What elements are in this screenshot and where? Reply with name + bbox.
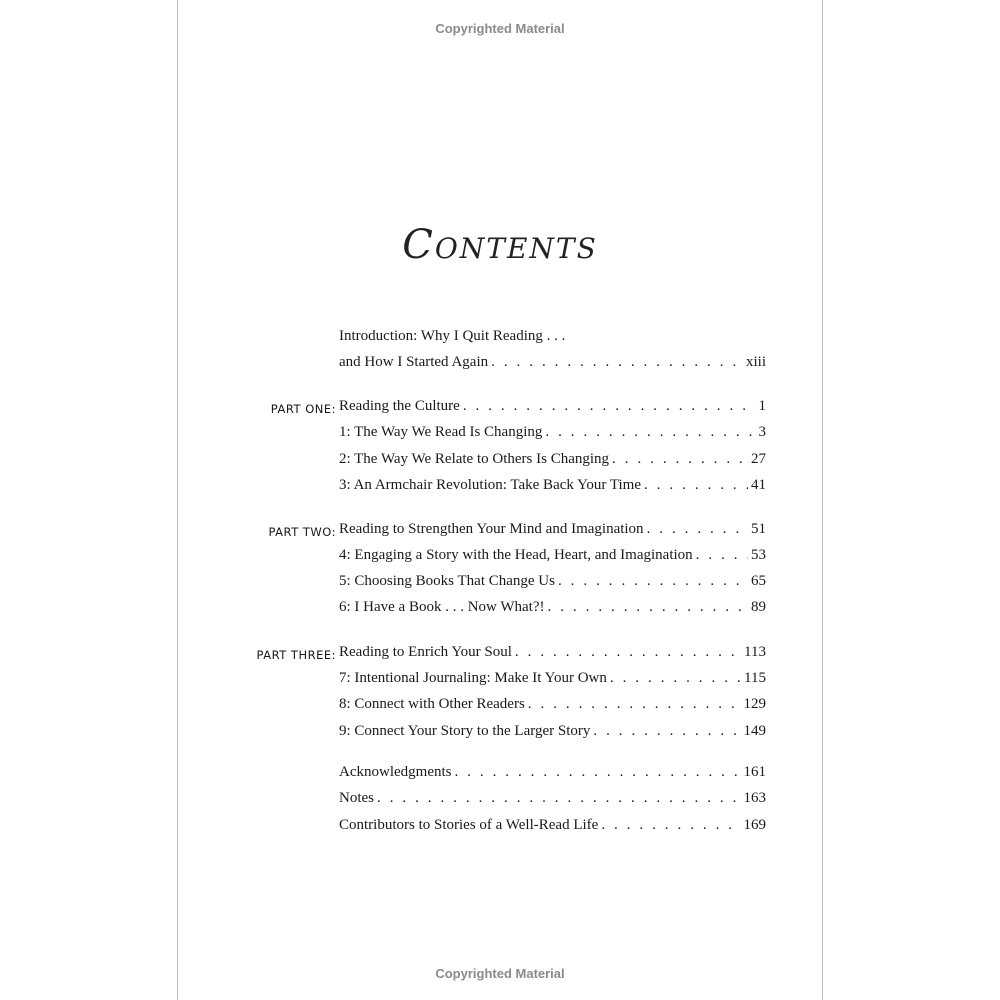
table-of-contents <box>178 0 822 1000</box>
toc-part-entry[interactable] <box>339 398 766 420</box>
dot-leader <box>644 477 748 494</box>
toc-entry-text: 5: Choosing Books That Change Us <box>339 573 555 589</box>
toc-chapter-entry[interactable] <box>339 670 766 692</box>
toc-part-entry[interactable] <box>339 521 766 543</box>
toc-entry-text: 7: Intentional Journaling: Make It Your Own <box>339 670 607 686</box>
toc-entry-text: 8: Connect with Other Readers <box>339 696 525 712</box>
dot-leader <box>548 599 748 616</box>
toc-chapter-entry[interactable] <box>339 599 766 621</box>
toc-page-number: 51 <box>751 521 766 537</box>
dot-leader <box>696 547 748 564</box>
toc-backmatter-entry[interactable] <box>339 817 766 839</box>
toc-page-number: 163 <box>743 790 766 806</box>
dot-leader <box>593 723 740 740</box>
toc-entry-text: Contributors to Stories of a Well-Read Life <box>339 817 599 833</box>
toc-entry-text: 9: Connect Your Story to the Larger Story <box>339 723 591 739</box>
toc-page-number: 41 <box>751 477 766 493</box>
dot-leader <box>463 398 756 415</box>
page-title: Contents <box>402 222 598 268</box>
toc-page-number: 169 <box>743 817 766 833</box>
toc-part-entry[interactable] <box>339 644 766 666</box>
toc-backmatter-entry[interactable] <box>339 790 766 812</box>
dot-leader <box>377 790 741 807</box>
toc-page-number: 149 <box>743 723 766 739</box>
toc-entry-text: and How I Started Again <box>339 354 489 370</box>
book-page <box>177 0 823 1000</box>
part-label: PART ONE: <box>270 402 336 416</box>
toc-page-number: 65 <box>751 573 766 589</box>
toc-entry-text: Acknowledgments <box>339 764 452 780</box>
toc-page-number: xiii <box>745 354 766 370</box>
toc-chapter-entry[interactable] <box>339 573 766 595</box>
copyright-header: Copyrighted Material <box>435 21 565 36</box>
toc-page-number: 1 <box>758 398 766 414</box>
dot-leader <box>558 573 748 590</box>
dot-leader <box>454 764 740 781</box>
dot-leader <box>647 521 748 538</box>
toc-entry-text: Notes <box>339 790 374 806</box>
toc-page-number: 115 <box>744 670 766 686</box>
dot-leader <box>545 424 755 441</box>
toc-entry-text: 4: Engaging a Story with the Head, Heart, and Imagination <box>339 547 693 563</box>
toc-backmatter-entry[interactable] <box>339 764 766 786</box>
part-label: PART THREE: <box>256 648 336 662</box>
toc-chapter-entry[interactable] <box>339 547 766 569</box>
toc-intro-line-2[interactable] <box>339 354 766 376</box>
dot-leader <box>610 670 741 687</box>
toc-entry-text: 6: I Have a Book . . . Now What?! <box>339 599 545 615</box>
copyright-footer: Copyrighted Material <box>435 966 565 981</box>
toc-page-number: 113 <box>744 644 766 660</box>
toc-entry-text: Reading to Strengthen Your Mind and Imagination <box>339 521 644 537</box>
toc-chapter-entry[interactable] <box>339 723 766 745</box>
toc-page-number: 89 <box>751 599 766 615</box>
toc-page-number: 53 <box>751 547 766 563</box>
toc-page-number: 161 <box>743 764 766 780</box>
toc-entry-text: Reading to Enrich Your Soul <box>339 644 512 660</box>
toc-chapter-entry[interactable] <box>339 477 766 499</box>
toc-page-number: 3 <box>758 424 766 440</box>
toc-entry-text: 2: The Way We Relate to Others Is Changing <box>339 451 610 467</box>
toc-entry-text: 1: The Way We Read Is Changing <box>339 424 543 440</box>
toc-entry-text: Introduction: Why I Quit Reading . . . <box>339 328 566 344</box>
dot-leader <box>515 644 741 661</box>
toc-page-number: 129 <box>743 696 766 712</box>
toc-intro-line-1[interactable] <box>339 328 766 350</box>
part-label: PART TWO: <box>268 525 336 539</box>
toc-entry-text: 3: An Armchair Revolution: Take Back Your Time <box>339 477 642 493</box>
toc-chapter-entry[interactable] <box>339 451 766 473</box>
toc-chapter-entry[interactable] <box>339 424 766 446</box>
dot-leader <box>612 451 748 468</box>
dot-leader <box>601 817 740 834</box>
toc-page-number: 27 <box>751 451 766 467</box>
toc-chapter-entry[interactable] <box>339 696 766 718</box>
dot-leader <box>528 696 741 713</box>
dot-leader <box>491 354 743 371</box>
toc-entry-text: Reading the Culture <box>339 398 460 414</box>
